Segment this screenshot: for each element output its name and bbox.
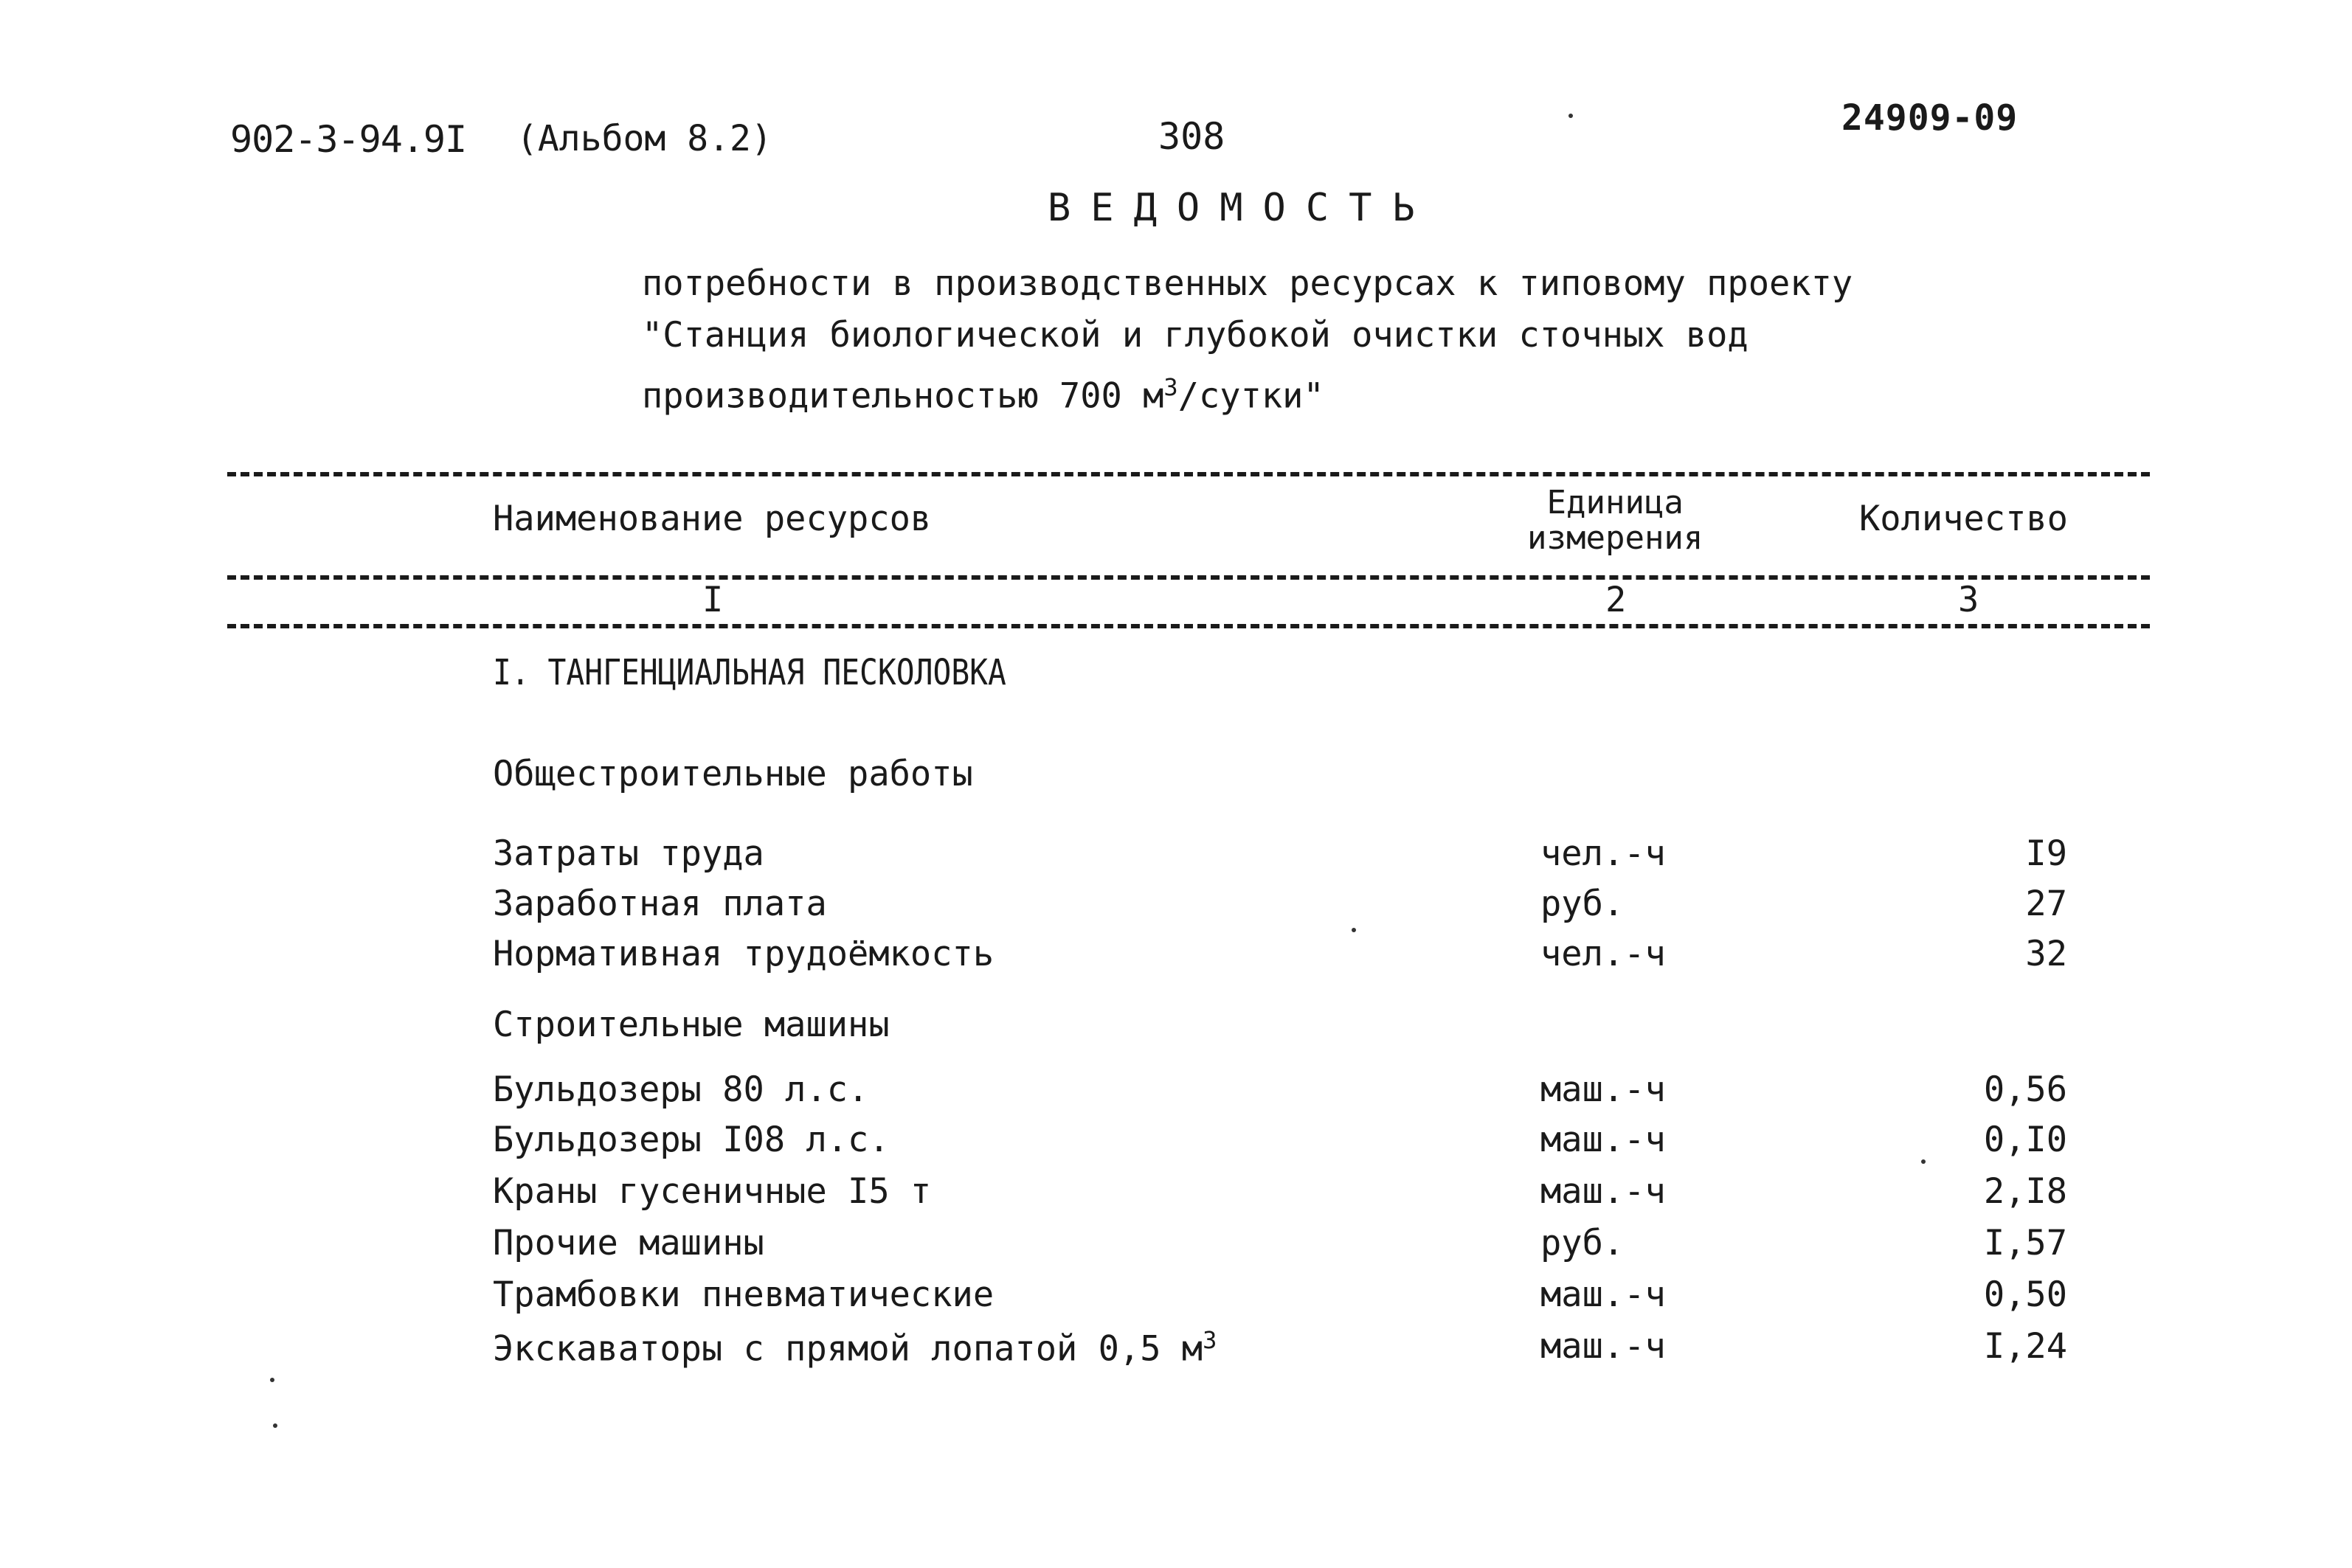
document-number: 24909-09 <box>1841 97 2019 139</box>
row-qty: 0,I0 <box>1983 1120 2067 1160</box>
row-unit: чел.-ч <box>1540 833 1666 874</box>
row-name: Затраты труда <box>493 833 764 874</box>
row-unit: маш.-ч <box>1540 1120 1666 1160</box>
header-bottom-rule <box>227 575 2150 580</box>
row-qty: I,24 <box>1983 1326 2067 1367</box>
row-unit: маш.-ч <box>1540 1069 1666 1110</box>
scan-speck <box>270 1378 274 1382</box>
superscript-cubic: 3 <box>1203 1326 1217 1354</box>
header-unit-line-2: измерения <box>1527 519 1704 557</box>
header-resource-name: Наименование ресурсов <box>493 499 932 539</box>
row-unit: чел.-ч <box>1540 934 1666 974</box>
subsection-machines: Строительные машины <box>493 1005 890 1045</box>
header-unit <box>1527 485 1703 556</box>
document-title: ВЕДОМОСТЬ <box>1048 186 1435 230</box>
column-number-3: 3 <box>1952 580 1985 620</box>
row-unit: руб. <box>1540 884 1625 924</box>
scan-speck <box>273 1423 277 1428</box>
subtitle-line-3-suffix: /сутки" <box>1177 375 1324 417</box>
scan-speck <box>1568 114 1573 118</box>
subtitle-line-2: "Станция биологической и глубокой очистки сточных вод <box>642 315 1749 355</box>
row-name: Трамбовки пневматические <box>493 1274 995 1315</box>
row-qty: 32 <box>2025 934 2067 974</box>
subsection-general-works: Общестроительные работы <box>493 754 973 794</box>
row-name: Нормативная трудоёмкость <box>493 934 995 974</box>
document-subtitle <box>642 258 1853 423</box>
page-number: 308 <box>1158 115 1225 158</box>
scan-speck <box>1921 1159 1926 1164</box>
row-qty: 0,50 <box>1983 1274 2067 1315</box>
table-row <box>493 1120 2116 1165</box>
superscript-cubic: 3 <box>1163 373 1178 401</box>
row-name: Прочие машины <box>493 1223 764 1263</box>
table-row <box>493 884 2116 929</box>
header-quantity: Количество <box>1859 499 2068 539</box>
row-name: Бульдозеры 80 л.с. <box>493 1069 869 1110</box>
column-number-2: 2 <box>1599 580 1632 620</box>
header-unit-line-1: Единица <box>1546 484 1684 521</box>
row-unit: руб. <box>1540 1223 1625 1263</box>
row-name: Бульдозеры I08 л.с. <box>493 1120 890 1160</box>
row-name <box>493 1326 1217 1370</box>
row-unit: маш.-ч <box>1540 1171 1666 1212</box>
table-row <box>493 1069 2116 1115</box>
row-qty: 27 <box>2025 884 2067 924</box>
table-row <box>493 1274 2116 1320</box>
row-qty: 2,I8 <box>1983 1171 2067 1212</box>
row-name: Краны гусеничные I5 т <box>493 1171 932 1212</box>
subtitle-line-1: потребности в производственных ресурсах к типовому проекту <box>642 263 1853 304</box>
row-name-text: Экскаваторы с прямой лопатой 0,5 м <box>493 1328 1203 1370</box>
project-code: 902-3-94.9I <box>230 118 467 161</box>
row-qty: I,57 <box>1983 1223 2067 1263</box>
row-unit: маш.-ч <box>1540 1326 1666 1367</box>
table-row <box>493 1171 2116 1217</box>
table-row <box>493 1223 2116 1269</box>
row-unit: маш.-ч <box>1540 1274 1666 1315</box>
table-row <box>493 1326 2116 1372</box>
album-label: (Альбом 8.2) <box>516 118 772 159</box>
subtitle-line-3-prefix: производительностью 700 м <box>642 375 1164 417</box>
table-row <box>493 934 2116 979</box>
column-number-rule <box>227 624 2150 628</box>
row-qty: I9 <box>2025 833 2067 874</box>
section-title: I. ТАНГЕНЦИАЛЬНАЯ ПЕСКОЛОВКА <box>493 652 1006 693</box>
row-qty: 0,56 <box>1983 1069 2067 1110</box>
table-top-rule <box>227 472 2150 476</box>
scan-speck <box>1352 928 1356 932</box>
row-name: Заработная плата <box>493 884 827 924</box>
table-row <box>493 833 2116 879</box>
column-number-1: I <box>696 580 729 620</box>
subtitle-line-3 <box>642 361 1853 423</box>
